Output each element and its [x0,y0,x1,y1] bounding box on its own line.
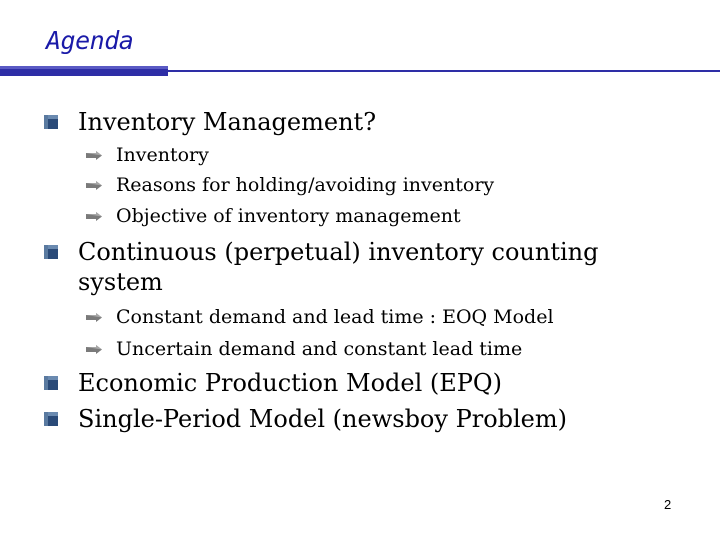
bullet-text: Inventory Management? [78,108,377,136]
sub-bullet-text: Uncertain demand and constant lead time [116,338,523,360]
square-bullet-icon [44,376,58,390]
arrow-bullet-icon [86,212,102,221]
bullet-text-line2: system [78,268,163,296]
sub-bullet-text: Constant demand and lead time : EOQ Model [116,306,554,328]
sub-bullet-text: Reasons for holding/avoiding inventory [116,174,495,196]
square-bullet-icon [44,412,58,426]
sub-bullet-text: Inventory [116,144,209,166]
bullet-text: Single-Period Model (newsboy Problem) [78,405,567,433]
square-bullet-icon [44,245,58,259]
page-number: 2 [664,497,672,512]
square-bullet-icon [44,115,58,129]
bullet-text: Economic Production Model (EPQ) [78,369,502,397]
arrow-bullet-icon [86,345,102,354]
arrow-bullet-icon [86,151,102,160]
bullet-text-line1: Continuous (perpetual) inventory counting [78,238,599,266]
arrow-bullet-icon [86,181,102,190]
arrow-bullet-icon [86,313,102,322]
slide-title: Agenda [46,26,134,55]
sub-bullet-text: Objective of inventory management [116,205,461,227]
